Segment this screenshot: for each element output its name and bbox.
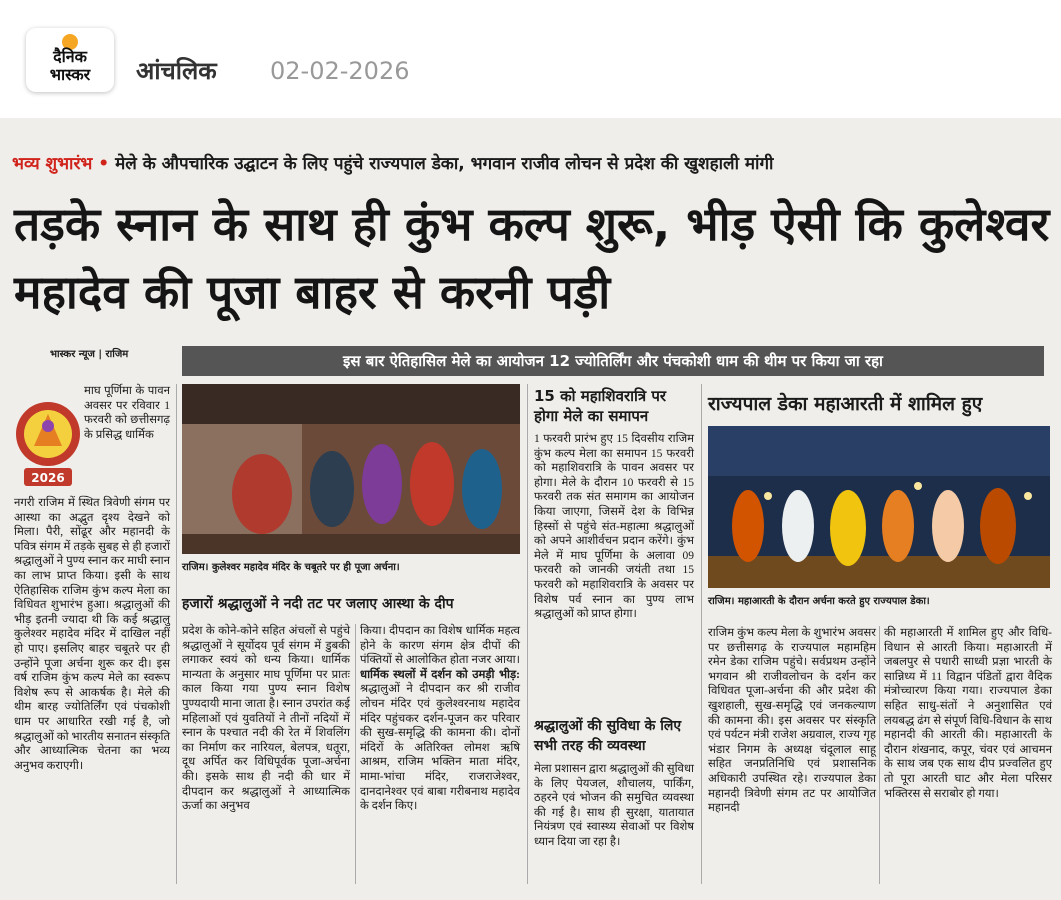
- kicker-text: मेले के औपचारिक उद्घाटन के लिए पहुंचे राज्यपाल डेका, भगवान राजीव लोचन से प्रदेश की खुशहाली मांगी: [115, 154, 774, 174]
- photo1-caption: राजिम। कुलेश्वर महादेव मंदिर के चबूतरे पर ही पूजा अर्चना।: [182, 562, 400, 573]
- column-divider: [879, 626, 880, 884]
- dainik-bhaskar-logo[interactable]: [26, 28, 114, 92]
- col5-body: राजिम कुंभ कल्प मेला के शुभारंभ अवसर पर छत्तीसगढ़ के राज्यपाल महामहिम रमेन डेका राजिम पहुंचे। सर्वप्रथम उन्होंने भगवान श्री राजीवलोचन के दर्शन कर विधिवत पूजा-अर्चना की और प्रदेश की खुशहाली, सुख-समृद्धि एवं जनकल्याण की कामना की। इस अवसर पर संस्कृति एवं पर्यटन मंत्री राजेश अग्रवाल, राज्य गृह भंडार निगम के अध्यक्ष चंदूलाल साहू सहित जनप्रतिनिधि एवं प्रशासनिक अधिकारी उपस्थित रहे। राज्यपाल डेका महानदी त्रिवेणी संगम तट पर आयोजित महानदी: [708, 627, 876, 815]
- rajim-kumbh-seal: [14, 396, 82, 492]
- col4-body: 1 फरवरी प्रारंभ हुए 15 दिवसीय राजिम कुंभ कल्प मेला का समापन 15 फरवरी को महाशिवरात्रि के पावन अवसर पर होगा। मेले के दौरान 10 फरवरी से 15 फरवरी तक संत समागम का आयोजन किया जाएगा, जिसमें देश के विभिन्न हिस्सों से पहुंचे संत-महात्मा श्रद्धालुओं को अपने आशीर्वचन प्रदान करेंगे। कुंभ मेले में माघ पूर्णिमा के अलावा 09 फरवरी को जानकी जयंती तथा 15 फरवरी को महाशिवरात्रि के अवसर पर विशेष पर्व स्नान का पुण्य लाभ श्रद्धालुओं को प्राप्त होगा।: [534, 433, 694, 621]
- column-divider: [701, 384, 702, 884]
- governor-heading: राज्यपाल डेका महाआरती में शामिल हुए: [708, 393, 983, 415]
- theme-banner: इस बार ऐतिहासिल मेले का आयोजन 12 ज्योतिर्लिंग और पंचकोशी धाम की थीम पर किया जा रहा: [182, 346, 1044, 376]
- subhead-lamps: हजारों श्रद्धालुओं ने नदी तट पर जलाए आस्था के दीप: [182, 596, 454, 612]
- kicker-label: भव्य शुभारंभ •: [12, 154, 110, 174]
- col4-facilities-body: मेला प्रशासन द्वारा श्रद्धालुओं की सुविधा के लिए पेयजल, शौचालय, पार्किंग, ठहरने एवं भोजन की समुचित व्यवस्था की गई है। साथ ही सुरक्षा, यातायात नियंत्रण एवं स्वास्थ्य सेवाओं पर विशेष ध्यान दिया जा रहा है।: [534, 763, 694, 848]
- temple-crowd-photo[interactable]: [182, 384, 520, 554]
- closing-date-heading: 15 को महाशिवरात्रि पर होगा मेले का समापन: [534, 387, 667, 425]
- section-name[interactable]: आंचलिक: [136, 57, 217, 85]
- column-divider: [176, 384, 177, 884]
- edition-date: 02-02-2026: [270, 57, 410, 85]
- column-divider: [527, 384, 528, 884]
- subhead-facilities: श्रद्धालुओं की सुविधा के लिए सभी तरह की व्यवस्था: [534, 718, 682, 754]
- col2-body: प्रदेश के कोने-कोने सहित अंचलों से पहुंचे श्रद्धालुओं ने सूर्योदय पूर्व संगम में डुबकी लगाकर स्वयं को धन्य किया। धार्मिक मान्यता के अनुसार माघ पूर्णिमा पर प्रातः काल किया गया पुण्य स्नान विशेष पुण्यदायी माना जाता है। स्नान उपरांत कई महिलाओं एवं युवतियों ने तीनों नदियों में स्नान के पश्चात नदी की रेत में शिवलिंग का निर्माण कर नारियल, बेलपत्र, धतूरा, दूध अर्पित कर विधिपूर्वक पूजा-अर्चना की। इसके साथ ही नदी की धार में दीपदान कर श्रद्धालुओं ने आध्यात्मिक ऊर्जा का अनुभव: [182, 625, 350, 813]
- col3-body: [360, 624, 520, 814]
- col3-rest: श्रद्धालुओं ने दीपदान कर श्री राजीव लोचन मंदिर एवं कुलेश्वरनाथ महादेव मंदिर पहुंचकर दर्शन-पूजन कर परिवार की सुख-समृद्धि की कामना की। दोनों मंदिरों के अतिरिक्त लोमश ऋषि आश्रम, राजिम भक्तिन माता मंदिर, मामा-भांचा मंदिर, राजराजेश्वर, दानदानेश्वर एवं बाबा गरीबनाथ महादेव के दर्शन किए।: [360, 683, 520, 813]
- seal-year: 2026: [31, 471, 65, 485]
- photo2-caption: राजिम। महाआरती के दौरान अर्चना करते हुए राज्यपाल डेका।: [708, 596, 930, 607]
- kicker-line: [12, 152, 773, 176]
- column-divider: [355, 624, 356, 884]
- col6-body: की महाआरती में शामिल हुए और विधि-विधान से आरती किया। महाआरती में जबलपुर से पधारी साध्वी प्रज्ञा भारती के सान्निध्य में 11 विद्वान पंडितों द्वारा वैदिक मंत्रोच्चारण किया गया। राज्यपाल डेका सहित साधु-संतों ने अनुशासित एवं लयबद्ध ढंग से संपूर्ण विधि-विधान के साथ महानदी की आरती की। महाआरती के दौरान शंखनाद, कपूर, चंवर एवं आचमन के साथ जब एक साथ दीप प्रज्वलित हुए तो पूरा आरती घाट और मेला परिसर भक्तिरस से सराबोर हो गया।: [884, 627, 1052, 800]
- byline: भास्कर न्यूज | राजिम: [50, 349, 129, 360]
- col1-body: नगरी राजिम में स्थित त्रिवेणी संगम पर आस्था का अद्भुत दृश्य देखने को मिला। पैरी, सोंढूर और महानदी के पवित्र संगम में तड़के सुबह से ही हजारों श्रद्धालुओं ने पुण्य स्नान कर माघी स्नान का लाभ प्राप्त किया। इसी के साथ ऐतिहासिक राजिम कुंभ कल्प मेला का विधिवत शुभारंभ हुआ। श्रद्धालुओं की भीड़ इतनी ज्यादा थी कि कई श्रद्धालु कुलेश्वर महादेव मंदिर में दाखिल नहीं हो पाए। इसलिए बाहर चबूतरे पर ही उन्होंने पूजा अर्चना शुरू कर दी। इस वर्ष राजिम कुंभ कल्प मेले का स्वरूप विशेष रूप से आकर्षक है। मेले की थीम बारह ज्योतिर्लिंग एवं पंचकोशी धाम पर आधारित रखी गई है, जो श्रद्धालुओं को भारतीय सनातन संस्कृति और आध्यात्मिक चेतना का भव्य अनुभव कराएगी।: [14, 497, 170, 772]
- main-headline: तड़के स्नान के साथ ही कुंभ कल्प शुरू, भीड़ ऐसी कि कुलेश्वर महादेव की पूजा बाहर से करनी पड़ी: [14, 197, 1050, 319]
- app-header: [0, 0, 1061, 118]
- col3-subhead: धार्मिक स्थलों में दर्शन को उमड़ी भीड़:: [360, 668, 520, 681]
- col3-intro: किया। दीपदान का विशेष धार्मिक महत्व होने के कारण संगम क्षेत्र दीपों की पंक्तियों से आलोकित होता नजर आया।: [360, 625, 520, 667]
- col1-intro: माघ पूर्णिमा के पावन अवसर पर रविवार 1 फरवरी को छत्तीसगढ़ के प्रसिद्ध धार्मिक: [84, 385, 170, 441]
- logo-text-line1: दैनिक: [53, 47, 87, 66]
- logo-text-line2: भास्कर: [49, 65, 91, 84]
- maha-aarti-photo[interactable]: [708, 426, 1050, 588]
